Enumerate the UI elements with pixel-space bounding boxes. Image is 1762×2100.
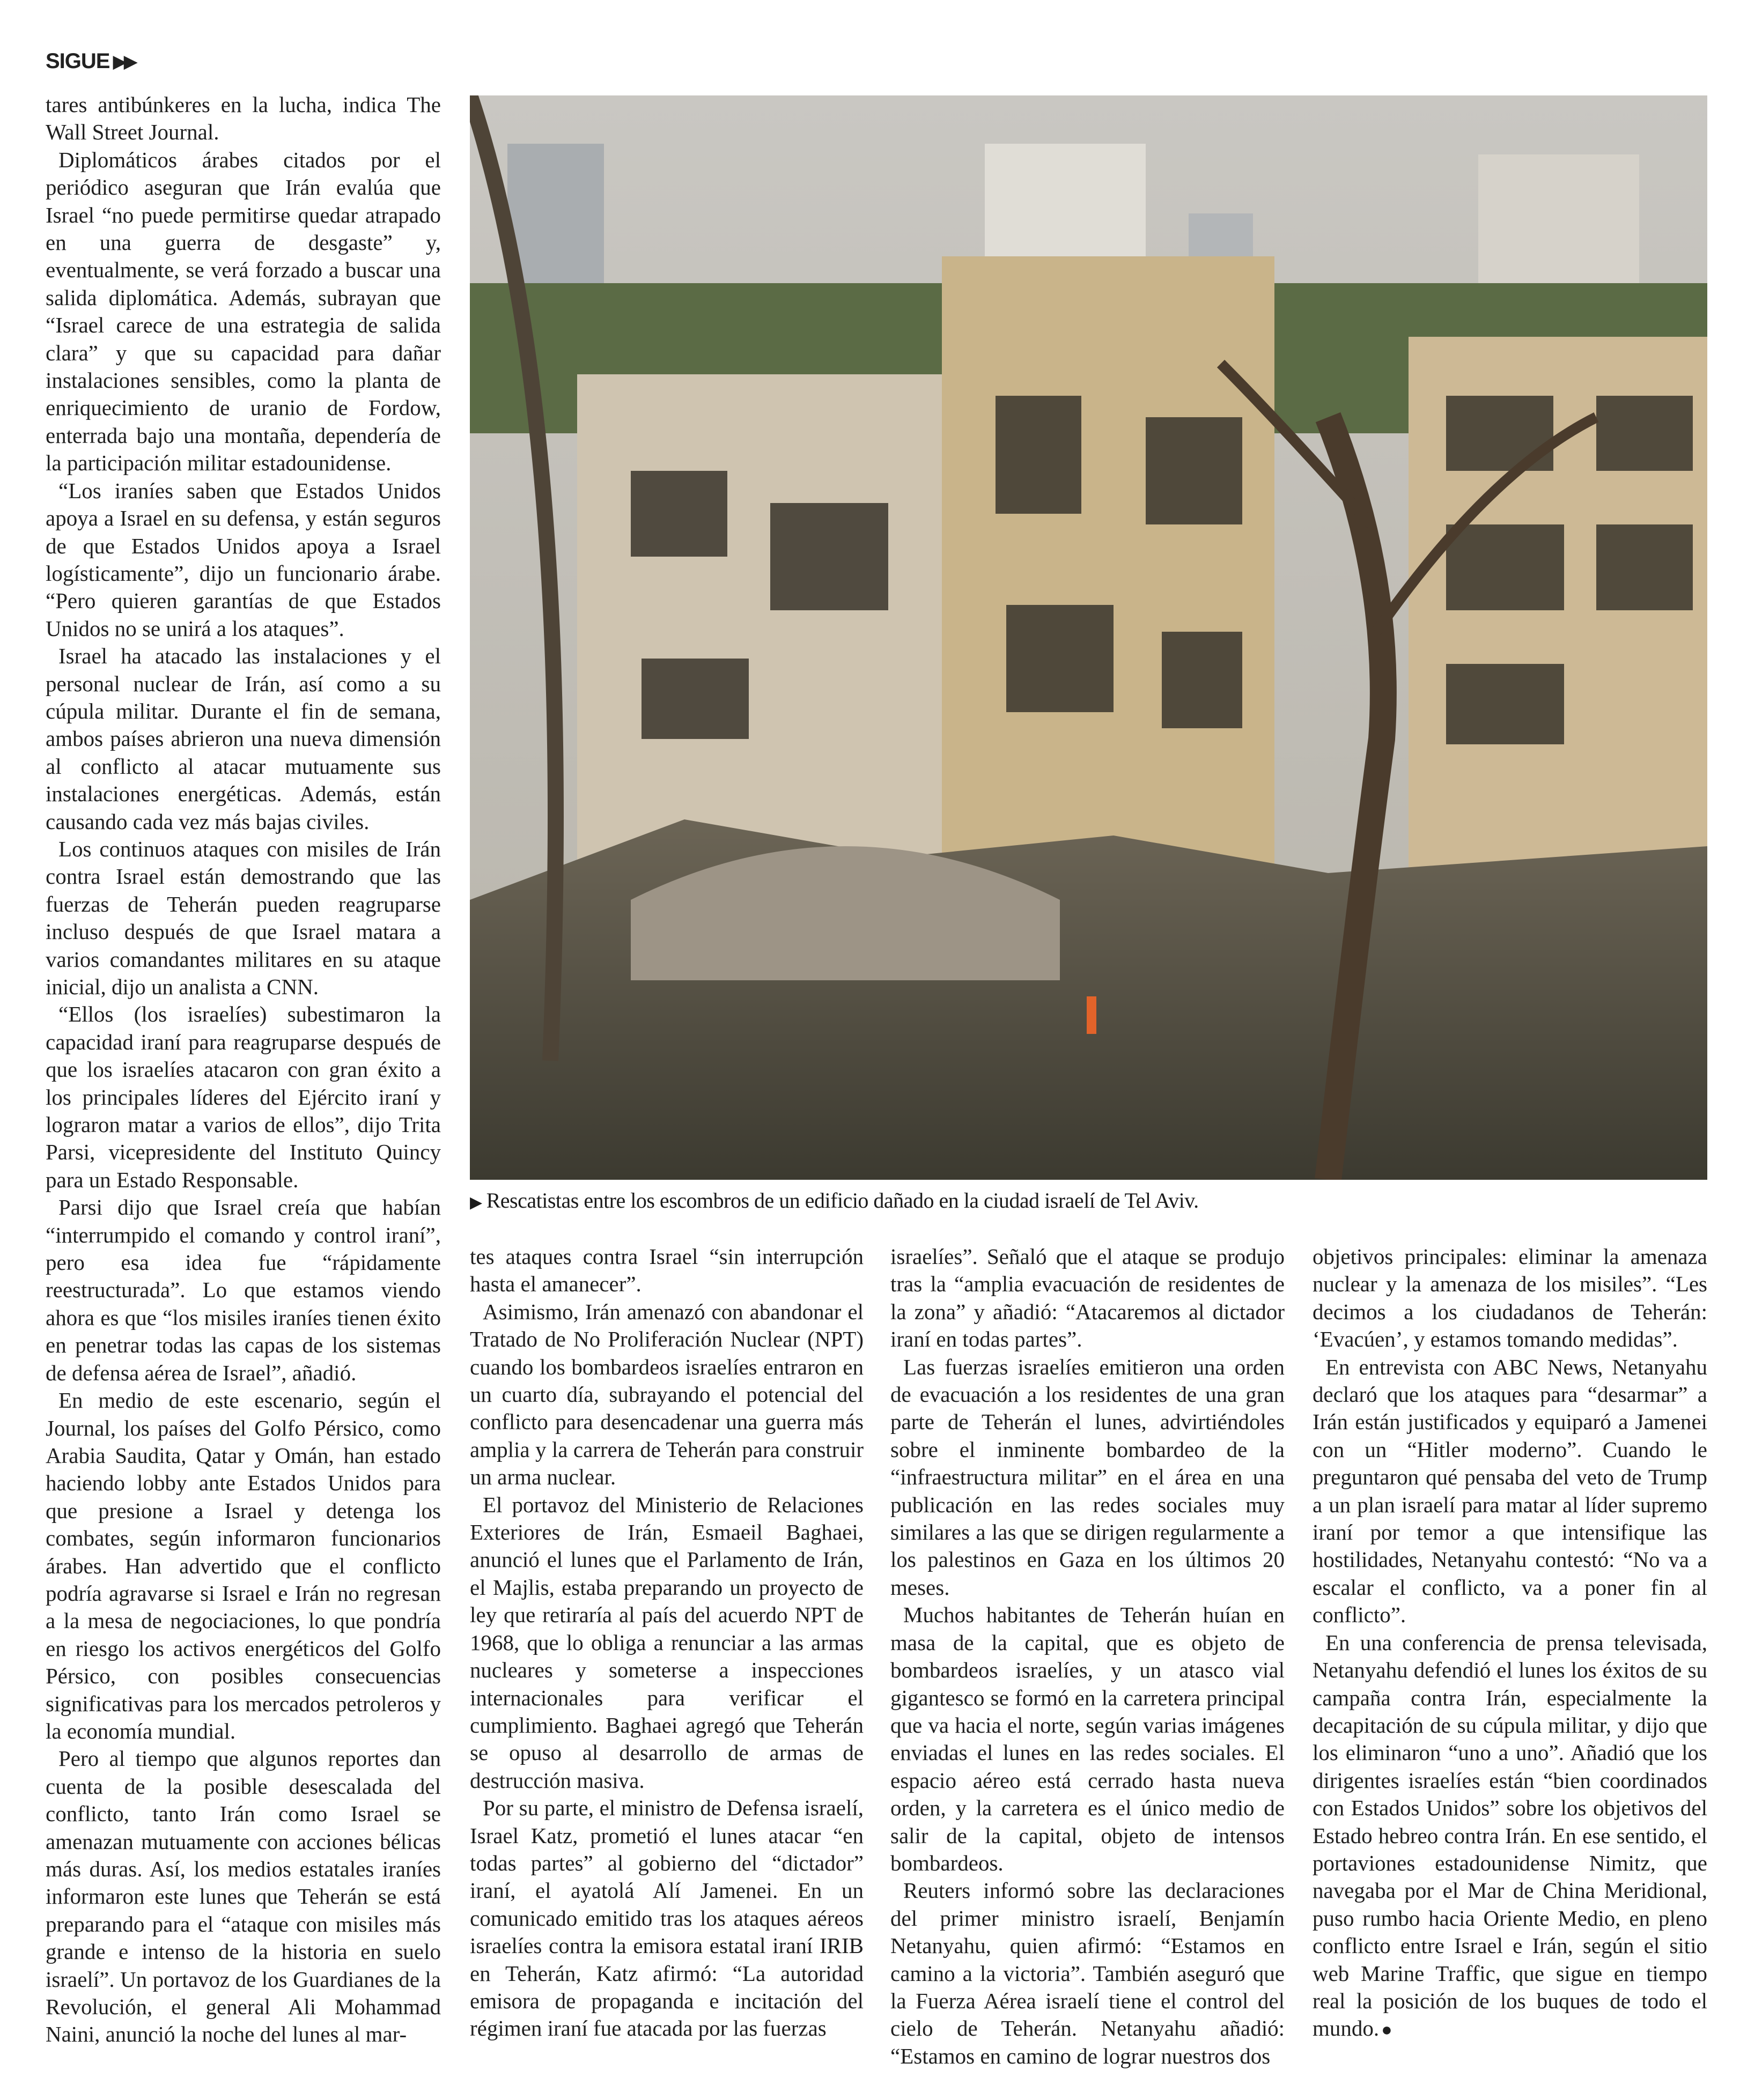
article-paragraph: israelíes”. Señaló que el ataque se produjo tras la “amplia evacuación de residentes de la zona” y añadió: “Atacaremos al dictador iraní en todas partes”. <box>890 1244 1285 1352</box>
article-paragraph: Las fuerzas israelíes emitieron una orden de evacuación a los residentes de una gran parte de Teherán el lunes, advirtiéndoles sobre el inminente bombardeo de la “infraestructura militar” en el área en una publicación en las redes sociales muy similares a las que se dirigen regularmente a los palestinos en Gaza en los últimos 20 meses. <box>890 1354 1285 1600</box>
photo-caption <box>470 1188 1707 1216</box>
article-paragraph: Muchos habitantes de Teherán huían en masa de la capital, que es objeto de bombardeos israelíes, y un atasco vial gigantesco se formó en la carretera principal que va hacia el norte, según varias imágenes enviadas el lunes en las redes sociales. El espacio aéreo está cerrado hasta nueva orden, y la carretera es el único medio de salir de la capital, objeto de intensos bombardeos. <box>890 1602 1285 1875</box>
article-paragraph: Asimismo, Irán amenazó con abandonar el Tratado de No Proliferación Nuclear (NPT) cuando los bombardeos israelíes entraron en un cuarto día, subrayando el potencial del conflicto para desencadenar una guerra más amplia y la carrera de Teherán para construir un arma nuclear. <box>470 1299 864 1490</box>
article-paragraph: tes ataques contra Israel “sin interrupción hasta el amanecer”. <box>470 1244 864 1297</box>
article-column-2 <box>470 1243 864 2043</box>
article-column-4 <box>1313 1243 1707 2044</box>
caption-arrow-icon: ▶ <box>470 1194 482 1211</box>
article-paragraph: “Los iraníes saben que Estados Unidos apoya a Israel en su defensa, y están seguros de que Estados Unidos apoya a Israel logísticamente”, dijo un funcionario árabe. “Pero quieren garantías de que Estados Unidos no se unirá a los ataques”. <box>46 478 441 641</box>
article-paragraph: Diplomáticos árabes citados por el periódico aseguran que Irán evalúa que Israel “no puede permitirse quedar atrapado en una guerra de desgaste” y, eventualmente, se verá forzado a buscar una salida diplomática. Además, subrayan que “Israel carece de una estrategia de salida clara” y que su capacidad para dañar instalaciones sensibles, como la planta de enriquecimiento de uranio de Fordow, enterrada bajo una montaña, dependería de la participación militar estadounidense. <box>46 147 441 476</box>
article-column-3 <box>890 1243 1285 2070</box>
article-paragraph: El portavoz del Ministerio de Relaciones Exteriores de Irán, Esmaeil Baghaei, anunció el lunes que el Parlamento de Irán, el Majlis, estaba preparando un proyecto de ley que retiraría al país del acuerdo NPT de 1968, que lo obliga a renunciar a las armas nucleares y someterse a inspecciones internacionales para verificar el cumplimiento. Baghaei agregó que Teherán se opuso al desarrollo de armas de destrucción masiva. <box>470 1492 864 1793</box>
continue-label: SIGUE <box>46 49 110 73</box>
article-paragraph: Reuters informó sobre las declaraciones del primer ministro israelí, Benjamín Netanyahu, quien afirmó: “Estamos en camino a la victoria”. También aseguró que la Fuerza Aérea israelí tiene el control del cielo de Teherán. Netanyahu añadió: “Estamos en camino de lograr nuestros dos <box>890 1878 1285 2068</box>
photo-illustration <box>470 95 1707 1180</box>
article-paragraph: En una conferencia de prensa televisada, Netanyahu defendió el lunes los éxitos de su campaña contra Irán, especialmente la decapitación de su cúpula militar, y dijo que los eliminaron “uno a uno”. Añadió que los dirigentes israelíes están “bien coordinados con Estados Unidos” sobre los objetivos del Estado hebreo contra Irán. En ese sentido, el portaviones estadounidense Nimitz, que navegaba por el Mar de China Meridional, puso rumbo hacia Oriente Medio, en pleno conflicto entre Israel e Irán, según el sitio web Marine Traffic, que sigue en tiempo real la posición de los buques de todo el mundo. ● <box>1313 1630 1707 2041</box>
article-paragraph: En entrevista con ABC News, Netanyahu declaró que los ataques para “desarmar” a Irán están justificados y equiparó a Jamenei con un “Hitler moderno”. Cuando le preguntaron qué pensaba del veto de Trump a un plan israelí para matar al líder supremo iraní por temor a que intensifique las hostilidades, Netanyahu contestó: “No va a escalar el conflicto, va a poner fin al conflicto”. <box>1313 1354 1707 1628</box>
article-paragraph: Parsi dijo que Israel creía que habían “interrumpido el comando y control iraní”, pero esa idea fue “rápidamente reestructurada”. Lo que estamos viendo ahora es que “los misiles iraníes tienen éxito en penetrar todas las capas de los sistemas de defensa aérea de Israel”, añadió. <box>46 1195 441 1385</box>
caption-text: Rescatistas entre los escombros de un edificio dañado en la ciudad israelí de Tel Aviv. <box>486 1188 1199 1212</box>
article-paragraph: tares antibúnkeres en la lucha, indica The Wall Street Journal. <box>46 92 441 145</box>
article-paragraph: Los continuos ataques con misiles de Irán contra Israel están demostrando que las fuerzas de Teherán pueden reagruparse incluso después de que Israel matara a varios comandantes militares en su ataque inicial, dijo un analista a CNN. <box>46 836 441 999</box>
news-photo-damaged-building <box>470 95 1707 1180</box>
article-paragraph: Pero al tiempo que algunos reportes dan cuenta de la posible desescalada del conflicto, tanto Irán como Israel se amenazan mutuamente con acciones bélicas más duras. Así, los medios estatales iraníes informaron este lunes que Teherán se está preparando para el “ataque con misiles más grande e intenso de la historia en suelo israelí”. Un portavoz de los Guardianes de la Revolución, el general Ali Mohammad Naini, anunció la noche del lunes al mar- <box>46 1746 441 2047</box>
continue-marker <box>46 49 135 73</box>
article-paragraph: En medio de este escenario, según el Journal, los países del Golfo Pérsico, como Arabia Saudita, Qatar y Omán, han estado haciendo lobby ante Estados Unidos para que presione a Israel y detenga los combates, según informaron funcionarios árabes. Han advertido que el conflicto podría agravarse si Israel e Irán no regresan a la mesa de negociaciones, lo que pondría en riesgo los activos energéticos del Golfo Pérsico, con posibles consecuencias significativas para los mercados petroleros y la economía mundial. <box>46 1388 441 1743</box>
article-paragraph: Por su parte, el ministro de Defensa israelí, Israel Katz, prometió el lunes atacar “en todas partes” al gobierno del “dictador” iraní, el ayatolá Alí Jamenei. En un comunicado emitido tras los ataques aéreos israelíes contra la emisora estatal iraní IRIB en Teherán, Katz afirmó: “La autoridad emisora de propaganda e incitación del régimen iraní fue atacada por las fuerzas <box>470 1795 864 2041</box>
article-paragraph: Israel ha atacado las instalaciones y el personal nuclear de Irán, así como a su cúpula militar. Durante el fin de semana, ambos países abrieron una nueva dimensión al conflicto al atacar mutuamente sus instalaciones energéticas. Además, están causando cada vez más bajas civiles. <box>46 644 441 834</box>
article-paragraph: “Ellos (los israelíes) subestimaron la capacidad iraní para reagruparse después de que los israelíes atacaron con gran éxito a los principales líderes del Ejército iraní y lograron matar a varios de ellos”, dijo Trita Parsi, vicepresidente del Instituto Quincy para un Estado Responsable. <box>46 1002 441 1192</box>
end-of-article-icon: ● <box>1381 2020 1392 2040</box>
article-paragraph: objetivos principales: eliminar la amenaza nuclear y la amenaza de los misiles”. “Les decimos a los ciudadanos de Teherán: ‘Evacúen’, y estamos tomando medidas”. <box>1313 1244 1707 1352</box>
article-column-1 <box>46 91 441 2049</box>
double-play-arrow-icon: ▶▶ <box>113 51 135 72</box>
